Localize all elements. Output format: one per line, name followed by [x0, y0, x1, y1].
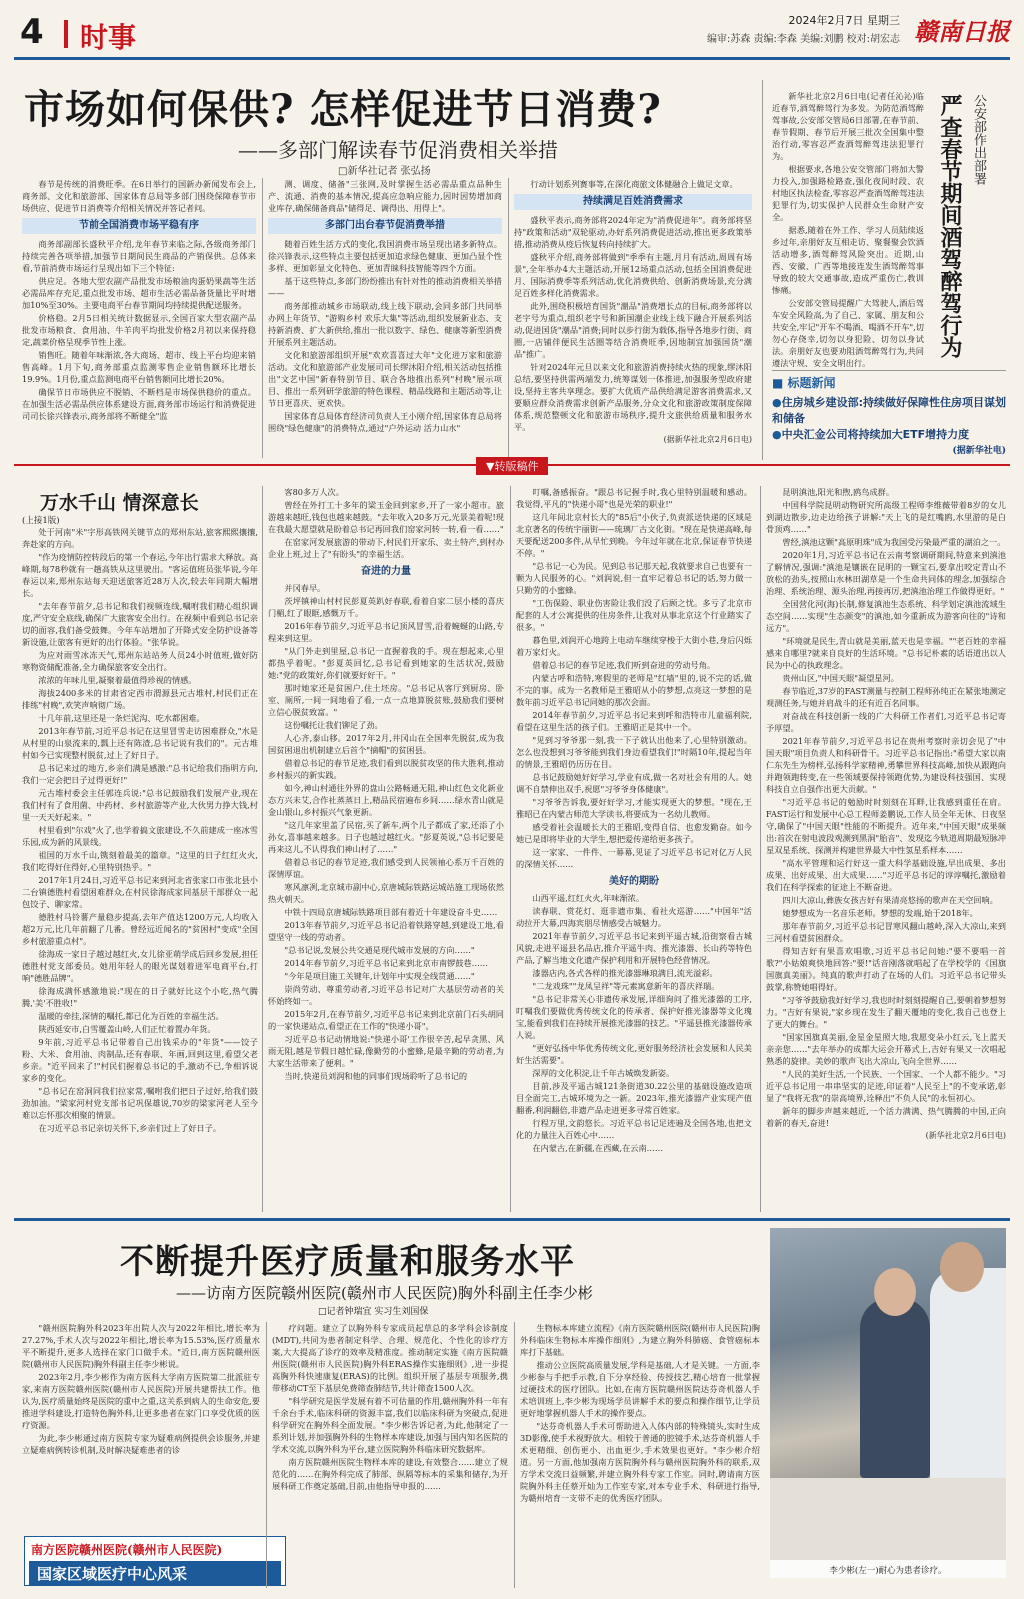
paragraph: 新年的脚步声越来越近,一个活力满满、热气腾腾的中国,正向着新的春天,奋进!: [766, 1106, 1006, 1128]
paragraph: 崇尚劳动、尊重劳动者,习近平总书记对广大基层劳动者的关怀始终如一。: [268, 984, 504, 1006]
paragraph: 确保节日市场供应不脱销、不断档是市场保供稳价的重点。在加强生活必需品供应体系建设方面,商务部市场运行和消费促进司司长徐兴锋表示,商务部将不断健全"监: [22, 387, 256, 421]
article1-headline: 市场如何保供? 怎样促进节日消费?: [24, 86, 662, 133]
paragraph: "习爷爷告诉我,要好好学习,才能实现更大的梦想。"现在,王雅昭已在内蒙古师范大学读书,将要成为一名幼儿教师。: [516, 797, 752, 819]
article1-subhead-3: 持续满足百姓消费需求: [514, 194, 752, 210]
paragraph: 曾经在外打工十多年的梁玉金回到家乡,开了一家小超市。旅游越来越旺,钱包也越来越鼓。"去年收入20多万元,光景美着呢!现在我最大愿望就是盼着总书记再回我们窑家河转一转,看一看……": [268, 500, 504, 534]
hospital-name: 南方医院赣州医院(赣州市人民医院): [31, 1543, 223, 1557]
paragraph: 生物标本库建立流程》《南方医院赣州医院(赣州市人民医院)胸外科临床生物标本库操作细则》,为建立胸外科肺癌、食管癌标本库打下基础。: [520, 1323, 760, 1357]
paragraph: 中铁十四局京唐城际铁路项目部有着近十年建设奋斗史……: [284, 907, 498, 917]
article1-byline: □新华社记者 张弘扬: [338, 166, 431, 177]
paragraph: 在内蒙古,在新疆,在西藏,在云南……: [532, 1143, 664, 1153]
paragraph: 借着总书记的春节足迹,我们听到奋进的劳动号角。: [532, 660, 716, 670]
paragraph: 习近平总书记动情地说:"快递小哥'工作很辛苦,起早贪黑、风雨无阻,越是节假日越忙碌,像勤劳的小蜜蜂,是最辛勤的劳动者,为大家生活带来了便利。": [268, 1034, 504, 1068]
paragraph: 行程万里,文韵悠长。习近平总书记足迹遍及全国各地,也把文化的力量注入百姓心中……: [516, 1118, 752, 1140]
paragraph: 祖国的万水千山,镌刻着最美的篇章。"这里的日子红红火火,我们吃得好住得好,心里特别热乎。": [22, 850, 258, 872]
sidebar-body: [772, 90, 924, 370]
paragraph: 为应对雨雪冰冻天气,郑州东站站务人员24小时值班,做好防寒物资储配准备,全力确保旅客安全出行。: [22, 650, 258, 672]
paragraph: 盛秋平介绍,商务部将做到"季季有主题,月月有活动,周周有场景",全年举办4大主题活动,开展12场重点活动,包括全国消费促进月、国际消费季等系列活动,优化消费供给、创新消费场景,充分满足百姓多样化消费需求。: [514, 252, 752, 298]
paragraph: 2021年春节前夕,习近平总书记在贵州考察时亲切会见了"中国天眼"项目负责人和科研骨干。习近平总书记指出:"希望大家以南仁东先生为榜样,弘扬科学家精神,勇攀世界科技高峰,加快从跟跑向并跑领跑转变,在一些领域要保持领跑优势,为建设科技强国、实现科技自立自强作出更大贡献。": [766, 736, 1006, 794]
paragraph: "国家国旗真美丽,金星金星照大地,我愿变朵小红云,飞上蓝天亲亲您……"去年举办的成都大运会开幕式上,吉好有果又一次唱起熟悉的旋律。美妙的歌声飞出大凉山,飞向全世界……: [766, 1032, 1006, 1066]
paragraph: 贵州山区,"中国天眼"凝望星河。: [782, 673, 899, 683]
paragraph: 测、调度、储备"三张网,及时掌握生活必需品重点品种生产、流通、消费的基本情况,提高应急响应能力,因时因势增加商业库存,确保储备商品"储得足、调得出、用得上"。: [268, 179, 502, 213]
paragraph: "科学研究是医学发展有着不可估量的作用,赣州胸外科一年有千余台手术,临床科研的资源丰富,我们以临床科研为突破点,促进科学研究在胸外科全面发展。"李少彬告诉记者,为此,他制定了一系列计划,并加强胸外科的生物样本库建设,加强与国内知名医院的学术交流,以胸外科为平台,建立医院胸外科临床研究数据库。: [272, 1396, 508, 1454]
paragraph: 2015年2月,在春节前夕,习近平总书记来到北京前门石头胡同的一家快递站点,看望正在工作的"快递小哥"。: [268, 1009, 504, 1031]
paragraph: 2017年1月24日,习近平总书记来到河北省张家口市张北县小二台镇德胜村看望困难群众,在村民徐海成家同基层干部群众一起包饺子、聊家常。: [22, 875, 258, 909]
paragraph: 销售旺。随着年味渐浓,各大商场、超市、线上平台均迎来销售高峰。1月下旬,商务部重点监测零售企业销售额环比增长19.9%。1月份,重点监测电商平台销售额同比增长20%。: [22, 350, 256, 384]
paragraph: 对奋战在科技创新一线的广大科研工作者们,习近平总书记寄予厚望。: [766, 711, 1006, 733]
paragraph: 2013年春节前,习近平总书记在这里冒雪走访困难群众,"水是从村里的山泉流来的,瓢上还有陈渣,总书记说有我们的"。元古堆村如今已实现整村脱贫,过上了好日子。: [22, 726, 258, 760]
paragraph: 德胜村马铃薯产量稳步提高,去年产值达1200万元,人均收入超2万元,比几年前翻了几番。曾经远近闻名的"贫困村"变成"全国乡村旅游重点村"。: [22, 912, 258, 946]
paragraph: 南方医院赣州医院生物样本库的建设,有效整合……建立了规范化的……在胸外科完成了肺部、纵隔等标本的采集和储存,为开展科研工作奠定基础,目前,由他指导申报的……: [272, 1457, 508, 1491]
headline-news-box: [772, 374, 1006, 458]
news-source: (据新华社电): [952, 446, 1006, 456]
paragraph: "总书记一心为民。见到总书记那天起,我就要求自己也要有一颗为人民服务的心。"刘润说,但一直牢记着总书记的话,努力做一只勤劳的小蜜蜂。: [516, 561, 752, 595]
article2-subhead-2: 美好的期盼: [609, 876, 659, 887]
paragraph: "高水平管理和运行好这一重大科学基础设施,早出成果、多出成果、出好成果、出大成果……"习近平总书记的谆谆嘱托,激励着我们在科学探索的征途上不断奋进。: [766, 858, 1006, 892]
continuation-label: ▼转版稿件: [476, 457, 548, 475]
paragraph: "作为疫情防控转段后的第一个春运,今年出行需求大释放。高峰期,每78秒就有一趟高铁从这里驶出。"客运值班员张华说,今年春运以来,郑州东站每天迎送旅客近28万人次,较去年同期大幅增长。: [22, 552, 258, 598]
paragraph: 公安部交管局提醒广大驾驶人,酒后驾车安全风险高,为了自己、家属、朋友和公共安全,牢记"开车不喝酒、喝酒不开车",切勿心存侥幸,切勿以身犯险、切勿以身试法。亲朋好友也要劝阻酒驾醉驾行为,共同遵法守规、安全文明出行。: [772, 298, 924, 368]
paragraph: 根据要求,各地公安交管部门将加大警力投入,加强路检路查,强化夜间时段、农村地区执法检查,零容忍严查酒驾醉驾违法犯罪行为,切实保护人民群众生命财产安全。: [772, 164, 924, 222]
paragraph: 全国营化河(海)长制,修复滇池生态系统、科学划定滇池流域生态空间……实现"生态颜变"的滇池,如今重新成为游客向往的"诗和远方"。: [766, 599, 1006, 633]
paragraph: 得知吉好有果喜欢唱歌,习近平总书记问她:"要不要唱一首歌?"小姑娘爽快地回答:"要!"话音刚落就唱起了在学校学的《国旗国旗真美丽》。纯真的歌声打动了在场的人们。习近平总书记带头鼓掌,称赞她唱得好。: [766, 946, 1006, 992]
article1-source: (据新华社北京2月6日电): [663, 435, 752, 444]
paragraph: 这几年间北京村长大的"85后"小伙子,负责派送快递的区域是北京著名的传统宇丽街——琉璃厂古文化街。"现在是快递高峰,每天要配送200多件,从早忙到晚。今年过年就在北京,保证春节快递不停。": [516, 512, 752, 558]
paragraph: "二龙戏珠""龙凤呈祥"等元素寓意新年的喜庆祥瑞。: [532, 981, 720, 991]
paragraph: 2014年春节前夕,习近平总书记来到呼和浩特市儿童福利院,看望在这里生活的孩子们。王雅昭正是其中一个。: [516, 710, 752, 732]
paragraph: 2020年1月,习近平总书记在云南考察调研期间,特意来到滇池了解情况,强调:"滇池是镶嵌在昆明的一颗宝石,要拿出咬定青山不放松的劲头,按照山水林田湖草是一个生命共同体的理念,加强综合治理、系统治理、源头治理,再接再厉,把滇池治理工作做得更好。": [766, 550, 1006, 596]
masthead: [14, 8, 1010, 60]
paragraph: 此外,围绕积极培育国货"潮品"消费增长点的目标,商务部将以老字号为重点,组织老字号和新国潮企业线上线下融合开展系列活动,促进国货"潮品"消费;同时以步行街为载体,指导各地步行街、商圈,一店铺伴便民生活圈等结合消费旺季,因地制宜加强国货"潮品"推广。: [514, 301, 752, 359]
paragraph: 那年春节前夕,习近平总书记冒寒风翻山越岭,深入大凉山,来到三河村看望贫困群众。: [766, 921, 1006, 943]
news-item: ●中央汇金公司将持续加大ETF增持力度: [772, 428, 970, 441]
paragraph: 盛秋平表示,商务部将2024年定为"消费促进年"。商务部将坚持"政策和活动"双轮驱动,办好系列消费促进活动,推出更多政策举措,推动消费从疫后恢复转向持续扩大。: [514, 215, 752, 249]
doctor-head: [940, 1242, 984, 1292]
paragraph: 总书记来过的地方,乡亲们满是感激:"总书记给我们指明方向,我们一定会把日子过得更好!": [22, 763, 258, 785]
paragraph: 2013年春节前夕,习近平总书记沿着铁路穿越,到建设工地,看望坚守一线的劳动者。: [268, 920, 504, 942]
section-title: 时事: [80, 21, 137, 54]
continuation-bar: [14, 460, 1010, 478]
sidebar-divider: [772, 370, 1006, 371]
paragraph: "更好弘扬中华优秀传统文化,更好服务经济社会发展和人民美好生活需要"。: [516, 1043, 752, 1065]
paragraph: 她梦想成为一名音乐老师。梦想的发端,始于2018年。: [782, 908, 978, 918]
paragraph: 漆器店内,各式各样的推光漆器琳琅满目,流光溢彩。: [532, 968, 718, 978]
paragraph: 茨坪镇神山村村民彭夏英趴好春联,看着自家二层小楼的喜庆门楣,红了眼眶,感慨万千。: [268, 596, 504, 618]
paragraph: 当时,快递员刘润和他的同事们现场聆听了总书记的: [284, 1071, 468, 1081]
paragraph: 商务部推动城乡市场联动,线上线下联动,会同多部门共同举办网上年货节、"游购乡村 欢乐大集"等活动,组织发展新业态、支持新消费、扩大新供给,推出一批以数字、绿色、健康等新型消费开展系列主题活动。: [268, 301, 502, 347]
paragraph: "总书记说,发展公共交通是现代城市发展的方向……": [284, 945, 475, 955]
paragraph: 四川大凉山,彝族女孩吉好有果清亮悠扬的歌声在天空回响。: [782, 895, 998, 905]
paragraph: 处于河南"米"字形高铁网关键节点的郑州东站,旅客熙熙攘攘,奔赴家的方向。: [22, 527, 258, 549]
patient-figure: [860, 1298, 930, 1478]
paragraph: 春节临近,37岁的FAST测量与控制工程师孙纯正在紧张地测定观测任务,与她并肩战斗的还有近百名同事。: [766, 686, 1006, 708]
paragraph: 商务部副部长盛秋平介绍,龙年春节来临之际,各级商务部门持续完善各项举措,加强节日期间民生商品的产销保供。总体来看,节前消费市场运行呈现出如下三个特征:: [22, 239, 256, 273]
paragraph: 为此,李少彬通过南方医院专家为疑难病例提供会诊服务,并建立疑难病例转诊机制,及时解决疑难患者的诊: [22, 1433, 260, 1455]
paragraph: 推动公立医院高质量发展,学科是基础,人才是关键。一方面,李少彬参与手把手示教,自下分享经验、传授技艺,精心培育一批掌握过硬技术的医疗团队。比如,在南方医院赣州医院达芬奇机器人手术培训班上,李少彬为现场学员讲解手术的要点和操作细节,让学员更好地掌握机器人手术的操作要点。: [520, 1360, 760, 1418]
headline-news-title: ■ 标题新闻: [772, 376, 836, 390]
article2-column-2: [268, 486, 504, 1212]
paragraph: "工伤保险、职业伤害险让我们没了后顾之忧。多亏了北京市配套的人才公寓提供的住房条件,让我对从事北京这个行业踏实了很多。": [516, 598, 752, 632]
column-divider: [266, 1322, 267, 1588]
paragraph: "今年是项目施工关键年,计划年中实现全线贯通……": [284, 971, 475, 981]
paragraph: 目前,涉及平遥古城121条街道30.22公里的基础设施改造项目全面完工,古城环境为之一新。2023年,推光漆器产业实现产值翻番,利润翻倍,非遗产品走进更多寻常百姓家。: [516, 1081, 752, 1115]
paragraph: 那时她家还是贫困户,住土坯房。"总书记从客厅到厨房、卧室、厕所,一间一间地看了看,一点一点地算脱贫账,鼓励我们要树立信心脱贫致富。": [268, 683, 504, 717]
paragraph: 村里看到"尔戏"火了,也学着搞文旅建设,不久前建成一座冰雪乐园,成为新的风景线。: [22, 825, 258, 847]
paragraph: 温暖的牵挂,深情的嘱托,都已化为百姓的幸福生活。: [38, 1011, 224, 1021]
newspaper-logo: 赣南日报: [914, 17, 1010, 46]
column-divider: [762, 80, 763, 460]
paragraph: 2014年春节前夕,习近平总书记来到北京市南锣鼓巷……: [284, 958, 488, 968]
column-divider: [262, 486, 263, 1212]
paragraph: 行动计划系列赛事等,在深化商旅文体健融合上做足文章。: [530, 179, 738, 189]
paragraph: 海拔2400多米的甘肃省定西市渭源县元古堆村,村民们正在排练"村晚",欢笑声响彻广场。: [22, 688, 258, 710]
paragraph: 元古堆村委会主任郭连兵说:"总书记鼓励我们发展产业,现在我们村有了食用菌、中药材、乡村旅游等产业,大伙男力挣大钱,村里一天天好起来。": [22, 788, 258, 822]
paragraph: "达芬奇机器人手术可帮助进入人体内部的特殊镜头,实时生成3D影像,使手术视野放大。相较于普通的腔镜手术,达芬奇机器人手术更精细、创伤更小、出血更少,手术效果也更好。"李少彬介绍道。另一方面,他加强南方医院胸外科与赣州医院胸外科的联系,双方学术交流日益频繁,并建立胸外科专家工作室。同时,聘请南方医院胸外科主任蔡开灿为工作室专家,对本专业手术、科研进行指导,为赣州培育一支带不走的优秀医疗团队。: [520, 1421, 760, 1503]
article1-column-1: [22, 178, 256, 460]
paragraph: 深厚的文化积淀,让千年古城焕发新姿。: [532, 1068, 675, 1078]
column-divider: [510, 486, 511, 1212]
article3-headline: 不断提升医疗质量和服务水平: [120, 1242, 575, 1282]
column-divider: [262, 178, 263, 458]
paragraph: 借着总书记的春节足迹,我们看到以脱贫攻坚的伟大胜利,推动乡村振兴的新实践。: [268, 758, 504, 780]
article2-source: (新华社北京2月6日电): [925, 1131, 1006, 1140]
paragraph: 并冈春早。: [284, 583, 326, 593]
hospital-banner: [24, 1536, 286, 1586]
paragraph: "从门外走到里屋,总书记一直握着我的手。现在想起来,心里都热乎着呢。"彭夏英回忆,总书记看到她家的生活状况,鼓励她:"党的政策好,你们就要好好干。": [268, 646, 504, 680]
paragraph: 新华社北京2月6日电(记者任沁沁)临近春节,酒驾醉驾行为多发。为防范酒驾醉驾事故,公安部交管局6日部署,在春节前、春节假期、春节后开展三批次全国集中整治行动,零容忍严查酒驾醉驾违法犯罪行为。: [772, 91, 924, 161]
paragraph: 徐海成满怀感激地说:"现在的日子就好比这个小吃,热气腾腾,'美'不胜收!": [22, 986, 258, 1008]
paragraph: 总书记鼓励她好好学习,学业有成,做一名对社会有用的人。她调不自禁伸出双手,祝愿"习爷爷身体健康"。: [516, 772, 752, 794]
article2-subhead-1: 奋进的力量: [361, 566, 411, 577]
paragraph: 这一家家、一件件、一幕幕,见证了习近平总书记对亿万人民的深情关怀……: [516, 847, 752, 869]
article3-byline: □记者钟瑞宜 实习生刘国保: [318, 1307, 429, 1317]
paragraph: 2021年春节前夕,习近平总书记来到平遥古城,沿街察看古城风貌,走进平遥县名品店,推介平遥牛肉、推光漆器、长山药等特色产品,了解当地文化遗产保护利用和开展特色经营情况。: [516, 931, 752, 965]
paragraph: 寒风凛冽,北京城市副中心,京唐城际铁路运城站施工现场依然热火朝天。: [268, 882, 504, 904]
article1-column-3: [514, 178, 752, 460]
article2-column-4: [766, 486, 1006, 1212]
page-number: 4: [20, 12, 44, 52]
paragraph: 价格稳。2月5日相关统计数据显示,全国百家大型农副产品批发市场粮食、食用油、牛羊肉平均批发价格2月初以来保持稳定,蔬菜价格呈现季节性上涨。: [22, 313, 256, 347]
paragraph: 暮色里,刘润开心地跨上电动车继续穿梭于大街小巷,身后闪烁着万家灯火。: [516, 635, 752, 657]
editor-credits: 编审:苏森 责编:李森 美编:刘鹏 校对:胡宏志: [706, 34, 900, 45]
paragraph: 在窑家河发展旅游的带动下,村民们开家乐、卖土特产,到村办企业上班,过上了"有盼头"的幸福生活。: [268, 537, 504, 559]
paragraph: 供应足。各地大型农副产品批发市场粮油肉蛋奶果蔬等生活必需品库存充足,重点批发市场、超市生活必需品备货量比平时增加10%至30%。主要电商平台春节期间均持续提供配送服务。: [22, 276, 256, 310]
article1-subheadline: ——多部门解读春节促消费相关举措: [238, 138, 558, 162]
paragraph: 读春联、赏花灯、逛非遗市集、看社火巡游……"中国年"活动拉开大幕,四海宾朋尽情感受古城魅力。: [516, 906, 752, 928]
paragraph: 疗问题。建立了以胸外科专家成员起草总的多学科会诊制度(MDT),共同为患者制定科学、合理、规范化、个性化的诊疗方案,大大提高了诊疗的效率及精准度。推动制定实施《南方医院赣州医院(赣州市人民医院)胸外科ERAS操作实施细则》,进一步提高胸外科快速康复(ERAS)的比例。组织开展了基层专项服务,携带移动CT至下基层免费筛查肺结节,共计筛查1500人次。: [272, 1323, 508, 1393]
paragraph: 随着百姓生活方式的变化,我国消费市场呈现出诸多新特点。徐兴锋表示,这些特点主要包括更加追求绿色健康、更加凸显个性多样、更加彰显文化特色、更加青睐科技智能等四个方面。: [268, 239, 502, 273]
sidebar-subtitle: 公安部作出部署: [971, 94, 986, 185]
paragraph: 9年前,习近平总书记带着自己出钱采办的"年货"——饺子粉、大米、食用油、肉制品,还有春联、年画,回到这里,看望父老乡亲。"近平回来了!"村民们握着总书记的手,激动不已,争相诉说家乡的变化。: [22, 1037, 258, 1083]
paragraph: 徐海成一家日子越过越红火,女儿徐亚萌学成后回乡发展,担任德胜村党支部委员。她用年轻人的眼光谋划着进军电商平台,打响"德胜品牌"。: [22, 949, 258, 983]
paragraph: "赣州医院胸外科2023年出院人次与2022年相比,增长率为27.27%,手术人次与2022年相比,增长率为15.53%,医疗质量水平不断提升,更多人选择在家门口做手术。"近日,南方医院赣州医院(赣州市人民医院)胸外科副主任李少彬说。: [22, 1323, 260, 1369]
paragraph: 人心齐,泰山移。2017年2月,井冈山在全国率先脱贫,成为我国贫困退出机制建立后首个"摘帽"的贫困县。: [268, 733, 504, 755]
section-divider: [64, 20, 68, 48]
paragraph: "环境就是民生,青山就是美丽,蓝天也是幸福。""老百姓的幸福感来自哪里?就来自良好的生活环境。"总书记朴素的话语道出以人民为中心的执政理念。: [766, 636, 1006, 670]
paragraph: 中国科学院昆明动物研究所高级工程师李维薇带着8岁的女儿到湖边散步,边走边给孩子讲解:"天上飞的是红嘴鸥,水里游的是白骨顶鸡……": [766, 500, 1006, 534]
banner-slogan: 国家区域医疗中心风采: [29, 1561, 281, 1586]
paragraph: "这几年家里盖了民宿,买了新车,两个儿子都成了家,还添了小孙女,喜事越来越多。日子也越过越红火。"彭夏英说,"总书记要是再来这儿,不认得我们神山村了……": [268, 820, 504, 854]
article2-continued-from: (上接1版): [22, 516, 60, 526]
paragraph: 昆明滇池,阳光和煦,鸥鸟成群。: [782, 487, 895, 497]
paragraph: 这份嘱托让我们铆足了劲。: [284, 720, 383, 730]
column-divider: [760, 486, 761, 1212]
paragraph: 2023年2月,李少彬作为南方医科大学南方医院第二批派驻专家,来南方医院赣州医院(赣州市人民医院)开展共建帮扶工作。他认为,医疗质量始终是医院的重中之重,这关系到病人的生命安危,要推进学科建设,打造特色胸外科,让更多患者在家门口享受优质的医疗资源。: [22, 1372, 260, 1430]
article3-column-2: [272, 1322, 508, 1588]
paragraph: 内蒙古呼和浩特,寒假里的老师是"红墙"里的,说不完的话,做不完的事。成为一名教师是王雅昭从小的梦想,点亮这一梦想的是数年前习近平总书记同她的那次会面。: [516, 673, 752, 707]
paragraph: 国家体育总局体育经济司负责人王小刚介绍,国家体育总局将围绕"绿色健康"的消费特点,通过"户外运动 活力山水": [268, 411, 502, 433]
article2-column-3: [516, 486, 752, 1212]
photo-caption: 李少彬(左一)耐心为患者诊疗。: [770, 1560, 1006, 1578]
article3-column-1: [22, 1322, 260, 1532]
paragraph: 感受着社会温暖长大的王雅昭,变得自信、也愈发勤奋。如今她已是即将毕业的大学生,想把爱传递给更多孩子。: [516, 822, 752, 844]
paragraph: 山西平遥,红红火火,年味渐浓。: [532, 893, 645, 903]
column-divider: [508, 178, 509, 458]
column-divider: [514, 1322, 515, 1588]
paragraph: "习近平总书记的勉励时时刻刻在耳畔,让我感到重任在肩。FAST运行和发展中心总工程师姜鹏说,工作人员全年无休、日夜坚守,确保了"中国天眼"性能的不断提升。近年来,"中国天眼"成果频出:首次在射电波段观测到黑洞"胎音"、发现迄今轨道周期最短脉冲星双星系统、探测并构建世界最大中性氢星系样本……: [766, 797, 1006, 855]
article3-subheadline: ——访南方医院赣州医院(赣州市人民医院)胸外科副主任李少彬: [176, 1284, 593, 1302]
paragraph: "见到习爷爷那一刻,我一下子就认出他来了,心里特别激动。怎么也没想到习爷爷能到我们身边看望我们!"时隔10年,提起当年的情景,王雅昭仍历历在目。: [516, 735, 752, 769]
article1-column-2: [268, 178, 502, 460]
bullet-icon: ●: [772, 396, 782, 409]
article3-column-3: [520, 1322, 760, 1588]
paragraph: "去年春节前夕,总书记和我们视频连线,嘱咐我们精心组织调度,严守安全底线,确保广大旅客安全出行。在视频中看到总书记亲切的面容,我们备受鼓舞。今年车站增加了开降式安全防护设备等新设施,让旅客有更好的出行体验。"张华说。: [22, 601, 258, 647]
paragraph: 据悉,随着在外工作、学习人员陆续返乡过年,亲朋好友互相走访、聚餐聚会饮酒活动增多,酒驾醉驾风险突出。近期,山西、安徽、广西等地接连发生酒驾醉驾事导致的较大交通事故,造成严重伤亡,教训惨痛。: [772, 225, 924, 295]
paragraph: 2016年春节前夕,习近平总书记顶风冒雪,沿着蜿蜒的山路,专程来到这里。: [268, 621, 504, 643]
paragraph: 在习近平总书记亲切关怀下,乡亲们过上了好日子。: [38, 1123, 222, 1133]
paragraph: "人民的美好生活,一个民族、一个国家、一个人都不能少。"习近平总书记用一串串坚实的足迹,印证着"人民至上"的不变承诺,彰显了"我将无我"的崇高境界,诠释出"不负人民"的永恒初心。: [766, 1069, 1006, 1103]
article2-column-1: [22, 526, 258, 1212]
sidebar-title: 严查春节期间酒驾醉驾行为: [937, 94, 963, 358]
paragraph: 曾经,滇池这颗"高原明珠"成为我国受污染最严重的湖泊之一。: [782, 537, 1006, 547]
paragraph: "总书记在窑洞同我们拉家常,嘱咐我们把日子过好,给我们鼓劲加油。"梁家河村党支部书记巩保雄说,70岁的梁家河老人至今难以忘怀那次相聚的情景。: [22, 1086, 258, 1120]
paragraph: 春节是传统的消费旺季。在6日举行的国新办新闻发布会上,商务部、文化和旅游部、国家体育总局等多部门围绕保障春节市场供应、促进节日消费等介绍相关情况并答记者问。: [22, 179, 256, 213]
paragraph: 针对2024年元旦以来文化和旅游消费持续火热的现象,缪沐阳总结,要坚持供需两端发力,统筹谋划一体推进,加强服务型政府建设,坚持主客共享理念。要扩大优质产品供给满足游客消费需求,又要顺应群众消费需求创新产品服务,分众文化和旅游政策制度保障体系,规范整顿文化和旅游市场秩序,提升文旅供给质量和服务水平。: [514, 362, 752, 432]
article2-headline: 万水千山 情深意长: [40, 492, 199, 514]
square-bullet-icon: ■: [772, 376, 784, 390]
paragraph: 文化和旅游部组织开展"欢欢喜喜过大年"文化进万家和旅游活动。文化和旅游部产业发展司司长缪沐阳介绍,相关活动包括推出"文艺中国"新春特别节目、联合各地推出系列"村晚"展示项目、推出一系列研学旅游的特色课程、精品线路和主题活动等,让节日更喜庆、更欢快。: [268, 350, 502, 408]
paragraph: 浓浓的年味儿里,凝聚着最值得珍视的情感。: [38, 675, 197, 685]
article1-subhead-1: 节前全国消费市场平稳有序: [22, 218, 256, 234]
news-item: ●住房城乡建设部:持续做好保障性住房项目谋划和储备: [772, 396, 1007, 425]
paragraph: 陕西延安市,白雪覆盖山岭,人们正忙着置办年货。: [38, 1024, 216, 1034]
paragraph: "总书记非常关心非遗传承发展,详细询问了推光漆器的工序,叮嘱我们要做优秀传统文化的传承者、保护好推光漆器等文化瑰宝,能看到我们在持续开展推光漆器的技艺。"平遥县推光漆器传承人说。: [516, 994, 752, 1040]
paragraph: "习爷爷鼓励我好好学习,我也时时刻刻提醒自己,要朝着梦想努力。"吉好有果说,"家乡现在发生了翻天覆地的变化,我自己也登上了更大的舞台。": [766, 995, 1006, 1029]
bullet-icon: ●: [772, 428, 782, 441]
paragraph: 叮嘱,备感振奋。"跟总书记握手时,我心里特别温暖和感动。我觉得,平凡的"快递小哥"也是光荣的职业!": [516, 487, 752, 509]
paragraph: 基于这些特点,多部门纷纷推出有针对性的推动消费相关举措——: [268, 276, 502, 298]
paragraph: 如今,神山村通往外界的盘山公路畅通无阻,神山红色文化新业态方兴未艾,合作社蒸蒸日上,精品民宿遍布乡间……绿水青山就是金山银山,乡村振兴气象更新。: [268, 783, 504, 817]
doctor-figure: [930, 1268, 1006, 1508]
paragraph: 十几年前,这里还是一条烂泥沟、吃水都困难。: [38, 713, 205, 723]
doctor-photo: [770, 1228, 1006, 1578]
patient-head: [874, 1268, 916, 1316]
paragraph: 借着总书记的春节足迹,我们感受到人民领袖心系万千百姓的深情厚谊。: [268, 857, 504, 879]
paragraph: 客80多万人次。: [284, 487, 344, 497]
article1-subhead-2: 多部门出台春节促消费举措: [268, 218, 502, 234]
issue-date: 2024年2月7日 星期三: [788, 14, 900, 27]
